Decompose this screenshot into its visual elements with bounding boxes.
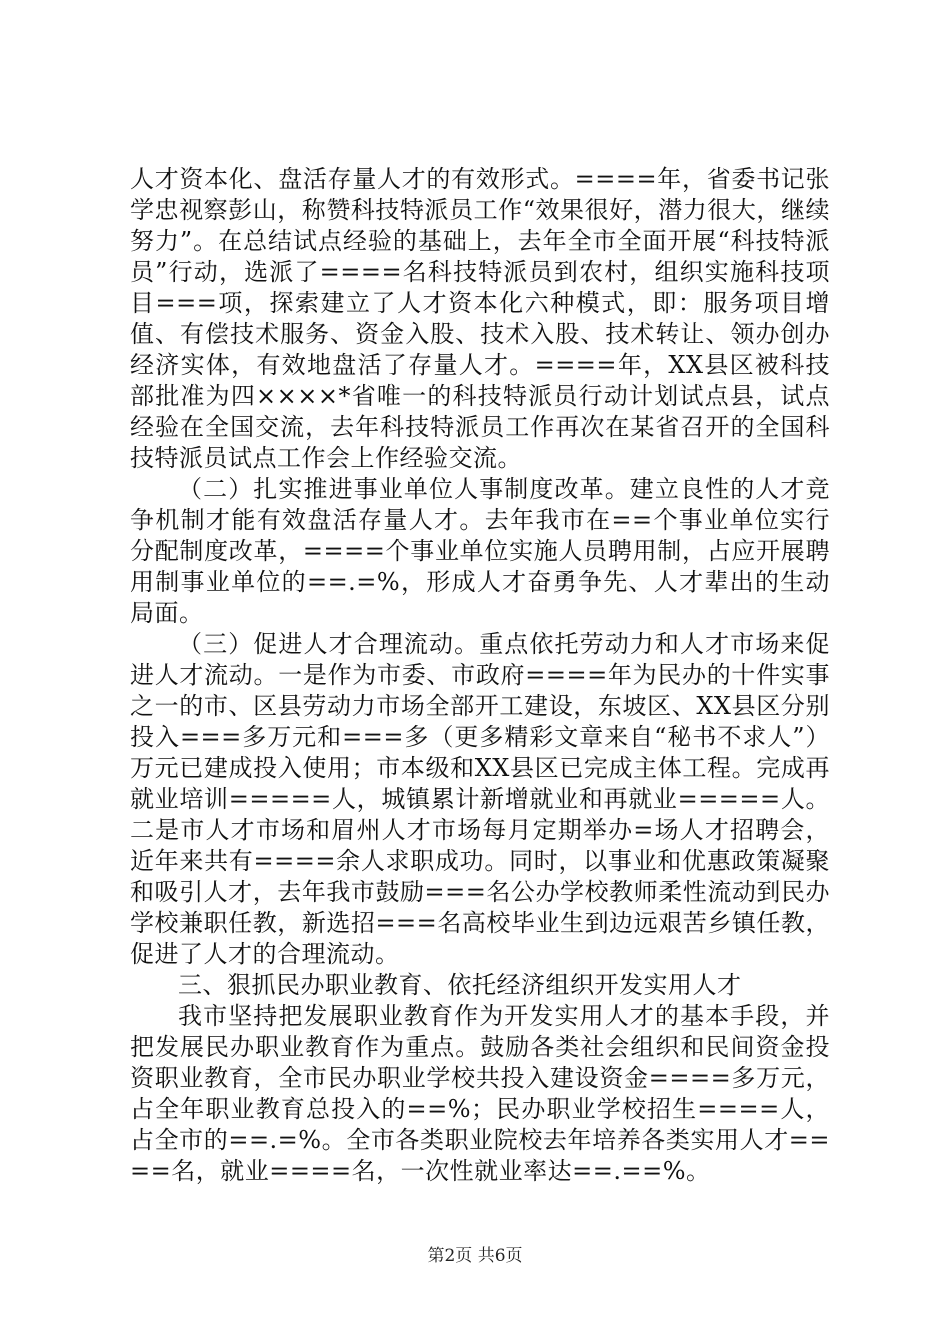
- document-body: [130, 164, 830, 1187]
- section-heading-vocational-education: 三、狠抓民办职业教育、依托经济组织开发实用人才: [178, 971, 742, 999]
- paragraph-talent-capitalization: 人才资本化、盘活存量人才的有效形式。====年，省委书记张学忠视察彭山，称赞科技特派员工作“效果很好，潜力很大，继续努力”。在总结试点经验的基础上，去年全市全面开展“科技特派员”行动，选派了====名科技特派员到农村，组织实施科技项目===项，探索建立了人才资本化六种模式，即：服务项目增值、有偿技术服务、资金入股、技术入股、技术转让、领办创办经济实体，有效地盘活了存量人才。====年，XX县区被科技部批准为四××××*省唯一的科技特派员行动计划试点县，试点经验在全国交流，去年科技特派员工作再次在某省召开的全国科技特派员试点工作会上作经验交流。: [130, 165, 830, 472]
- paragraph-talent-flow: （三）促进人才合理流动。重点依托劳动力和人才市场来促进人才流动。一是作为市委、市政府====年为民办的十件实事之一的市、区县劳动力市场全部开工建设，东坡区、XX县区分别投入===多万元和===多（更多精彩文章来自“秘书不求人”）万元已建成投入使用；市本级和XX县区已完成主体工程。完成再就业培训=====人，城镇累计新增就业和再就业=====人。二是市人才市场和眉州人才市场每月定期举办=场人才招聘会，近年来共有====余人求职成功。同时，以事业和优惠政策凝聚和吸引人才，去年我市鼓励===名公办学校教师柔性流动到民办学校兼职任教，新选招===名高校毕业生到边远艰苦乡镇任教，促进了人才的合理流动。: [130, 630, 830, 968]
- page-number-footer: 第2页 共6页: [427, 1246, 523, 1266]
- paragraph-vocational-education: 我市坚持把发展职业教育作为开发实用人才的基本手段，并把发展民办职业教育作为重点。鼓励各类社会组织和民间资金投资职业教育，全市民办职业学校共投入建设资金====多万元，占全年职业教育总投入的==%；民办职业学校招生====人，占全市的==.=%。全市各类职业院校去年培养各类实用人才====名，就业====名，一次性就业率达==.==%。: [130, 1002, 830, 1185]
- paragraph-personnel-reform: （二）扎实推进事业单位人事制度改革。建立良性的人才竞争机制才能有效盘活存量人才。去年我市在==个事业单位实行分配制度改革，====个事业单位实施人员聘用制，占应开展聘用制事业单位的==.=%，形成人才奋勇争先、人才辈出的生动局面。: [130, 475, 830, 627]
